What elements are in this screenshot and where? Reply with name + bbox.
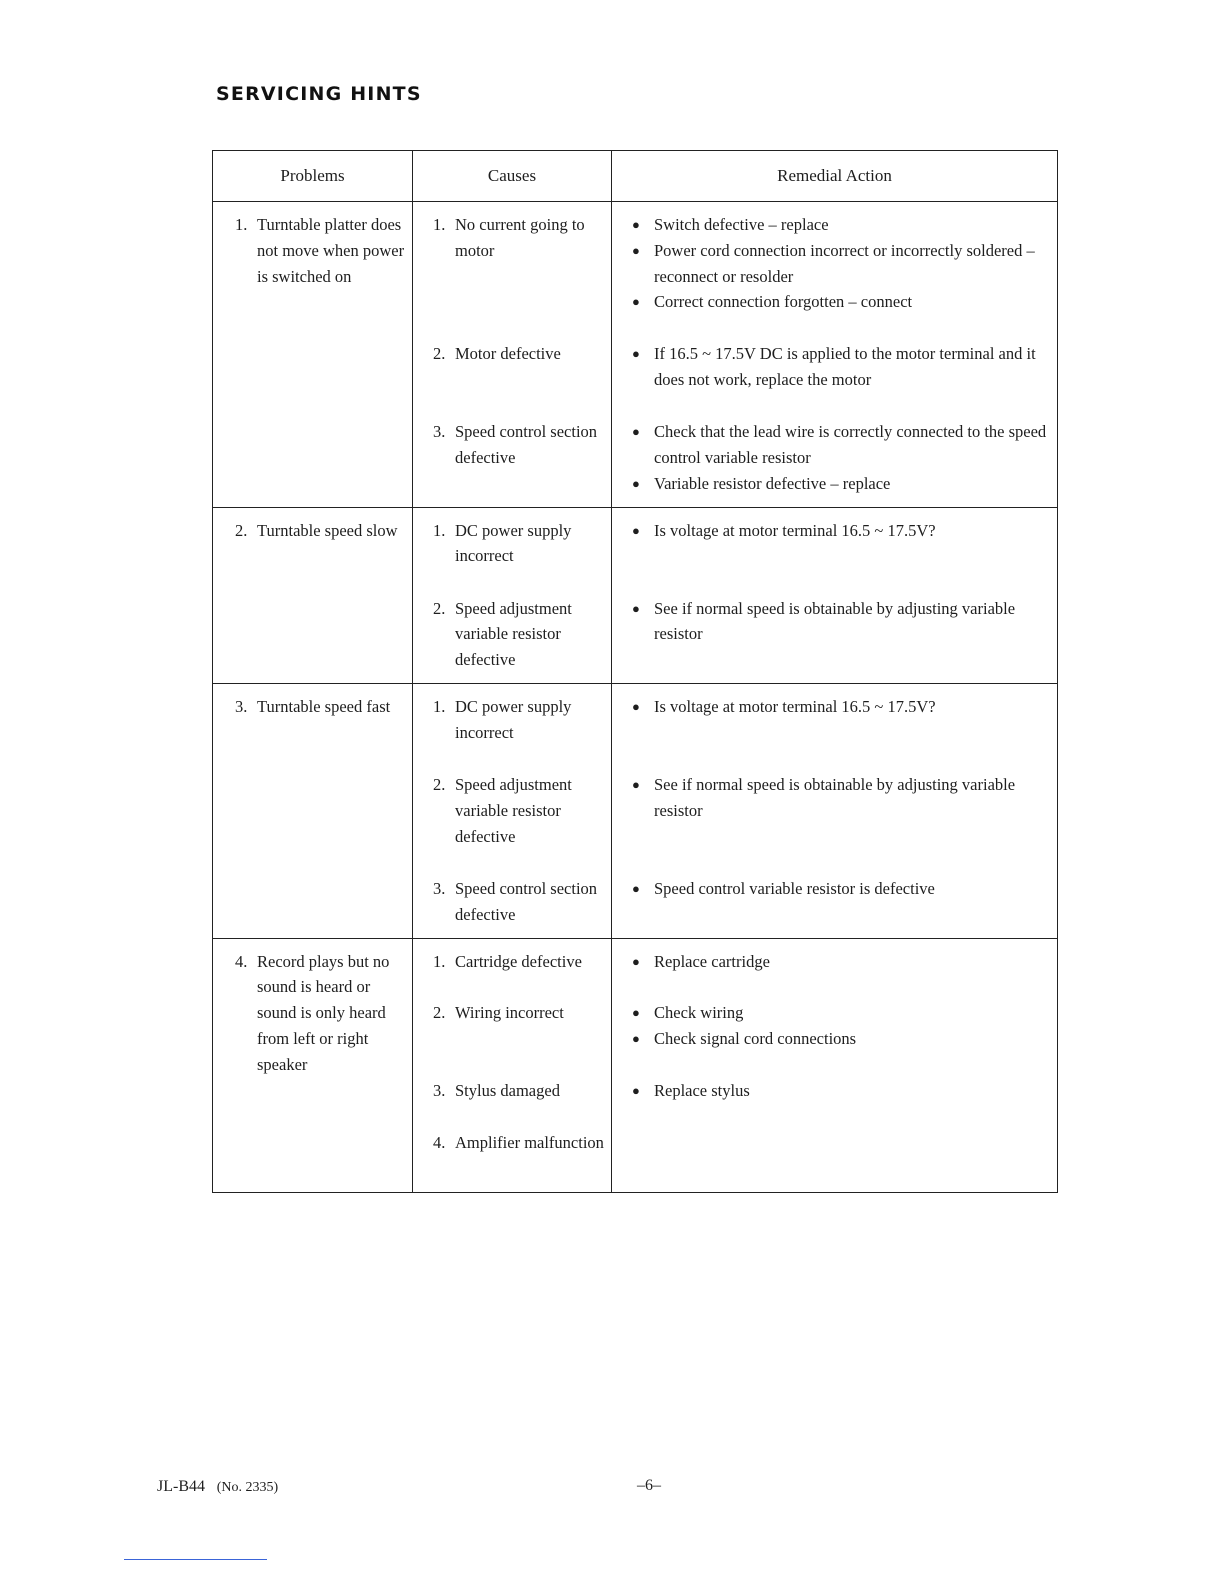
bullet-icon: ●: [632, 346, 640, 362]
cause-text: Amplifier malfunction: [455, 1133, 604, 1153]
action-text: Is voltage at motor terminal 16.5 ~ 17.5V?: [654, 520, 936, 540]
action-item: [632, 772, 1049, 824]
remedial-action-cell: [612, 202, 1058, 508]
cause-number: 4.: [433, 1133, 446, 1153]
cause-text: Speed control section defective: [455, 422, 598, 467]
footer-link-underline: [124, 1559, 267, 1560]
cause-text: Speed adjustment variable resistor defective: [455, 598, 572, 670]
action-group: [632, 772, 1049, 850]
document-number: (No. 2335): [216, 1480, 279, 1495]
action-group: [632, 212, 1049, 315]
remedial-action-cell: [612, 938, 1058, 1193]
cause-number: 3.: [433, 1081, 446, 1101]
action-group: [632, 876, 1049, 902]
cause-number: 2.: [433, 1003, 446, 1023]
page-footer: [157, 1478, 278, 1496]
header-causes: Causes: [413, 151, 612, 202]
bullet-icon: ●: [632, 217, 640, 232]
cause-item: [433, 212, 607, 315]
bullet-icon: ●: [632, 1005, 640, 1021]
action-text: Correct connection forgotten – connect: [654, 292, 913, 312]
action-item: [632, 1000, 1049, 1026]
action-item: [632, 238, 1049, 290]
causes-cell: [413, 938, 612, 1193]
cause-item: [433, 876, 607, 928]
page-title: SERVICING HINTS: [216, 83, 422, 105]
servicing-hints-table: [212, 150, 1058, 1193]
cause-text: Speed adjustment variable resistor defective: [455, 774, 572, 846]
cause-item: [433, 949, 607, 975]
problem-number: 2.: [235, 520, 248, 540]
action-group: [632, 341, 1049, 393]
table-row: [213, 683, 1058, 938]
problem-text: Turntable speed slow: [257, 520, 398, 540]
cause-number: 2.: [433, 344, 446, 363]
bullet-icon: ●: [632, 1083, 640, 1099]
action-group: [632, 949, 1049, 975]
cause-item: [433, 518, 607, 570]
action-item: [632, 876, 1049, 902]
action-text: Switch defective – replace: [654, 215, 829, 234]
action-text: Check wiring: [654, 1003, 744, 1023]
bullet-icon: ●: [632, 294, 640, 310]
causes-cell: [413, 683, 612, 938]
problem-cell: [213, 683, 413, 938]
problem-number: 4.: [235, 951, 248, 971]
action-item: [632, 518, 1049, 544]
action-group: [632, 1000, 1049, 1052]
cause-number: 1.: [433, 520, 446, 540]
cause-item: [433, 419, 607, 471]
causes-cell: [413, 202, 612, 508]
table-header-row: [213, 151, 1058, 202]
action-item: [632, 471, 1049, 497]
cause-text: DC power supply incorrect: [455, 520, 572, 566]
cause-item: [433, 772, 607, 850]
bullet-icon: ●: [632, 698, 640, 714]
cause-item: [433, 1000, 607, 1052]
action-group: [632, 1078, 1049, 1104]
problem-number: 3.: [235, 696, 248, 716]
bullet-icon: ●: [632, 242, 640, 258]
action-item: [632, 212, 1049, 238]
cause-text: Stylus damaged: [455, 1081, 560, 1101]
action-text: If 16.5 ~ 17.5V DC is applied to the motor terminal and it does not work, replace the motor: [654, 344, 1036, 389]
bullet-icon: ●: [632, 475, 640, 491]
cause-text: Cartridge defective: [455, 951, 582, 971]
bullet-icon: ●: [632, 522, 640, 538]
remedial-action-cell: [612, 507, 1058, 683]
action-item: [632, 341, 1049, 393]
cause-item: [433, 1078, 607, 1104]
bullet-icon: ●: [632, 1031, 640, 1047]
action-item: [632, 1078, 1049, 1104]
action-text: Replace stylus: [654, 1081, 750, 1101]
cause-text: Motor defective: [455, 344, 561, 363]
problem-text: Turntable platter does not move when power is switched on: [257, 215, 405, 286]
problem-cell: [213, 507, 413, 683]
problem-text: Turntable speed fast: [257, 696, 391, 716]
action-group-empty: [632, 1130, 1049, 1182]
model-number: JL-B44: [157, 1478, 205, 1495]
page-number: –6–: [637, 1477, 661, 1494]
remedial-action-cell: [612, 683, 1058, 938]
action-text: See if normal speed is obtainable by adjusting variable resistor: [654, 598, 1016, 644]
action-group: [632, 596, 1049, 648]
bullet-icon: ●: [632, 776, 640, 792]
cause-number: 2.: [433, 598, 446, 618]
cause-number: 1.: [433, 215, 446, 234]
action-text: Is voltage at motor terminal 16.5 ~ 17.5V?: [654, 696, 936, 716]
action-group: [632, 694, 1049, 746]
cause-number: 1.: [433, 951, 446, 971]
problem-cell: [213, 202, 413, 508]
cause-item: [433, 341, 607, 393]
cause-number: 1.: [433, 696, 446, 716]
table-row: [213, 507, 1058, 683]
problem-number: 1.: [235, 215, 248, 234]
causes-cell: [413, 507, 612, 683]
cause-text: Speed control section defective: [455, 878, 598, 924]
cause-text: Wiring incorrect: [455, 1003, 564, 1023]
action-text: Power cord connection incorrect or incorrectly soldered – reconnect or resolder: [654, 240, 1035, 286]
table-row: [213, 938, 1058, 1193]
cause-item: [433, 596, 607, 673]
header-problems: Problems: [213, 151, 413, 202]
bullet-icon: ●: [632, 424, 640, 440]
action-item: [632, 419, 1049, 471]
table-row: [213, 202, 1058, 508]
action-item: [632, 694, 1049, 720]
bullet-icon: ●: [632, 953, 640, 969]
bullet-icon: ●: [632, 880, 640, 896]
cause-number: 3.: [433, 878, 446, 898]
action-text: Check that the lead wire is correctly connected to the speed control variable resistor: [654, 422, 1047, 467]
cause-number: 2.: [433, 774, 446, 794]
action-group: [632, 518, 1049, 570]
action-item: [632, 1026, 1049, 1052]
action-group: [632, 419, 1049, 496]
header-remedial-action: Remedial Action: [612, 151, 1058, 202]
cause-item: [433, 1130, 607, 1156]
action-text: Check signal cord connections: [654, 1029, 857, 1049]
problem-text: Record plays but no sound is heard or sound is only heard from left or right speaker: [257, 951, 390, 1074]
action-text: See if normal speed is obtainable by adjusting variable resistor: [654, 774, 1016, 820]
cause-text: DC power supply incorrect: [455, 696, 572, 742]
cause-number: 3.: [433, 422, 446, 441]
problem-cell: [213, 938, 413, 1193]
action-item: [632, 949, 1049, 975]
action-item: [632, 289, 1049, 315]
action-text: Variable resistor defective – replace: [654, 473, 891, 493]
cause-text: No current going to motor: [455, 215, 585, 260]
action-text: Speed control variable resistor is defective: [654, 878, 935, 898]
cause-item: [433, 694, 607, 746]
bullet-icon: ●: [632, 600, 640, 616]
action-item: [632, 596, 1049, 648]
action-text: Replace cartridge: [654, 951, 770, 971]
